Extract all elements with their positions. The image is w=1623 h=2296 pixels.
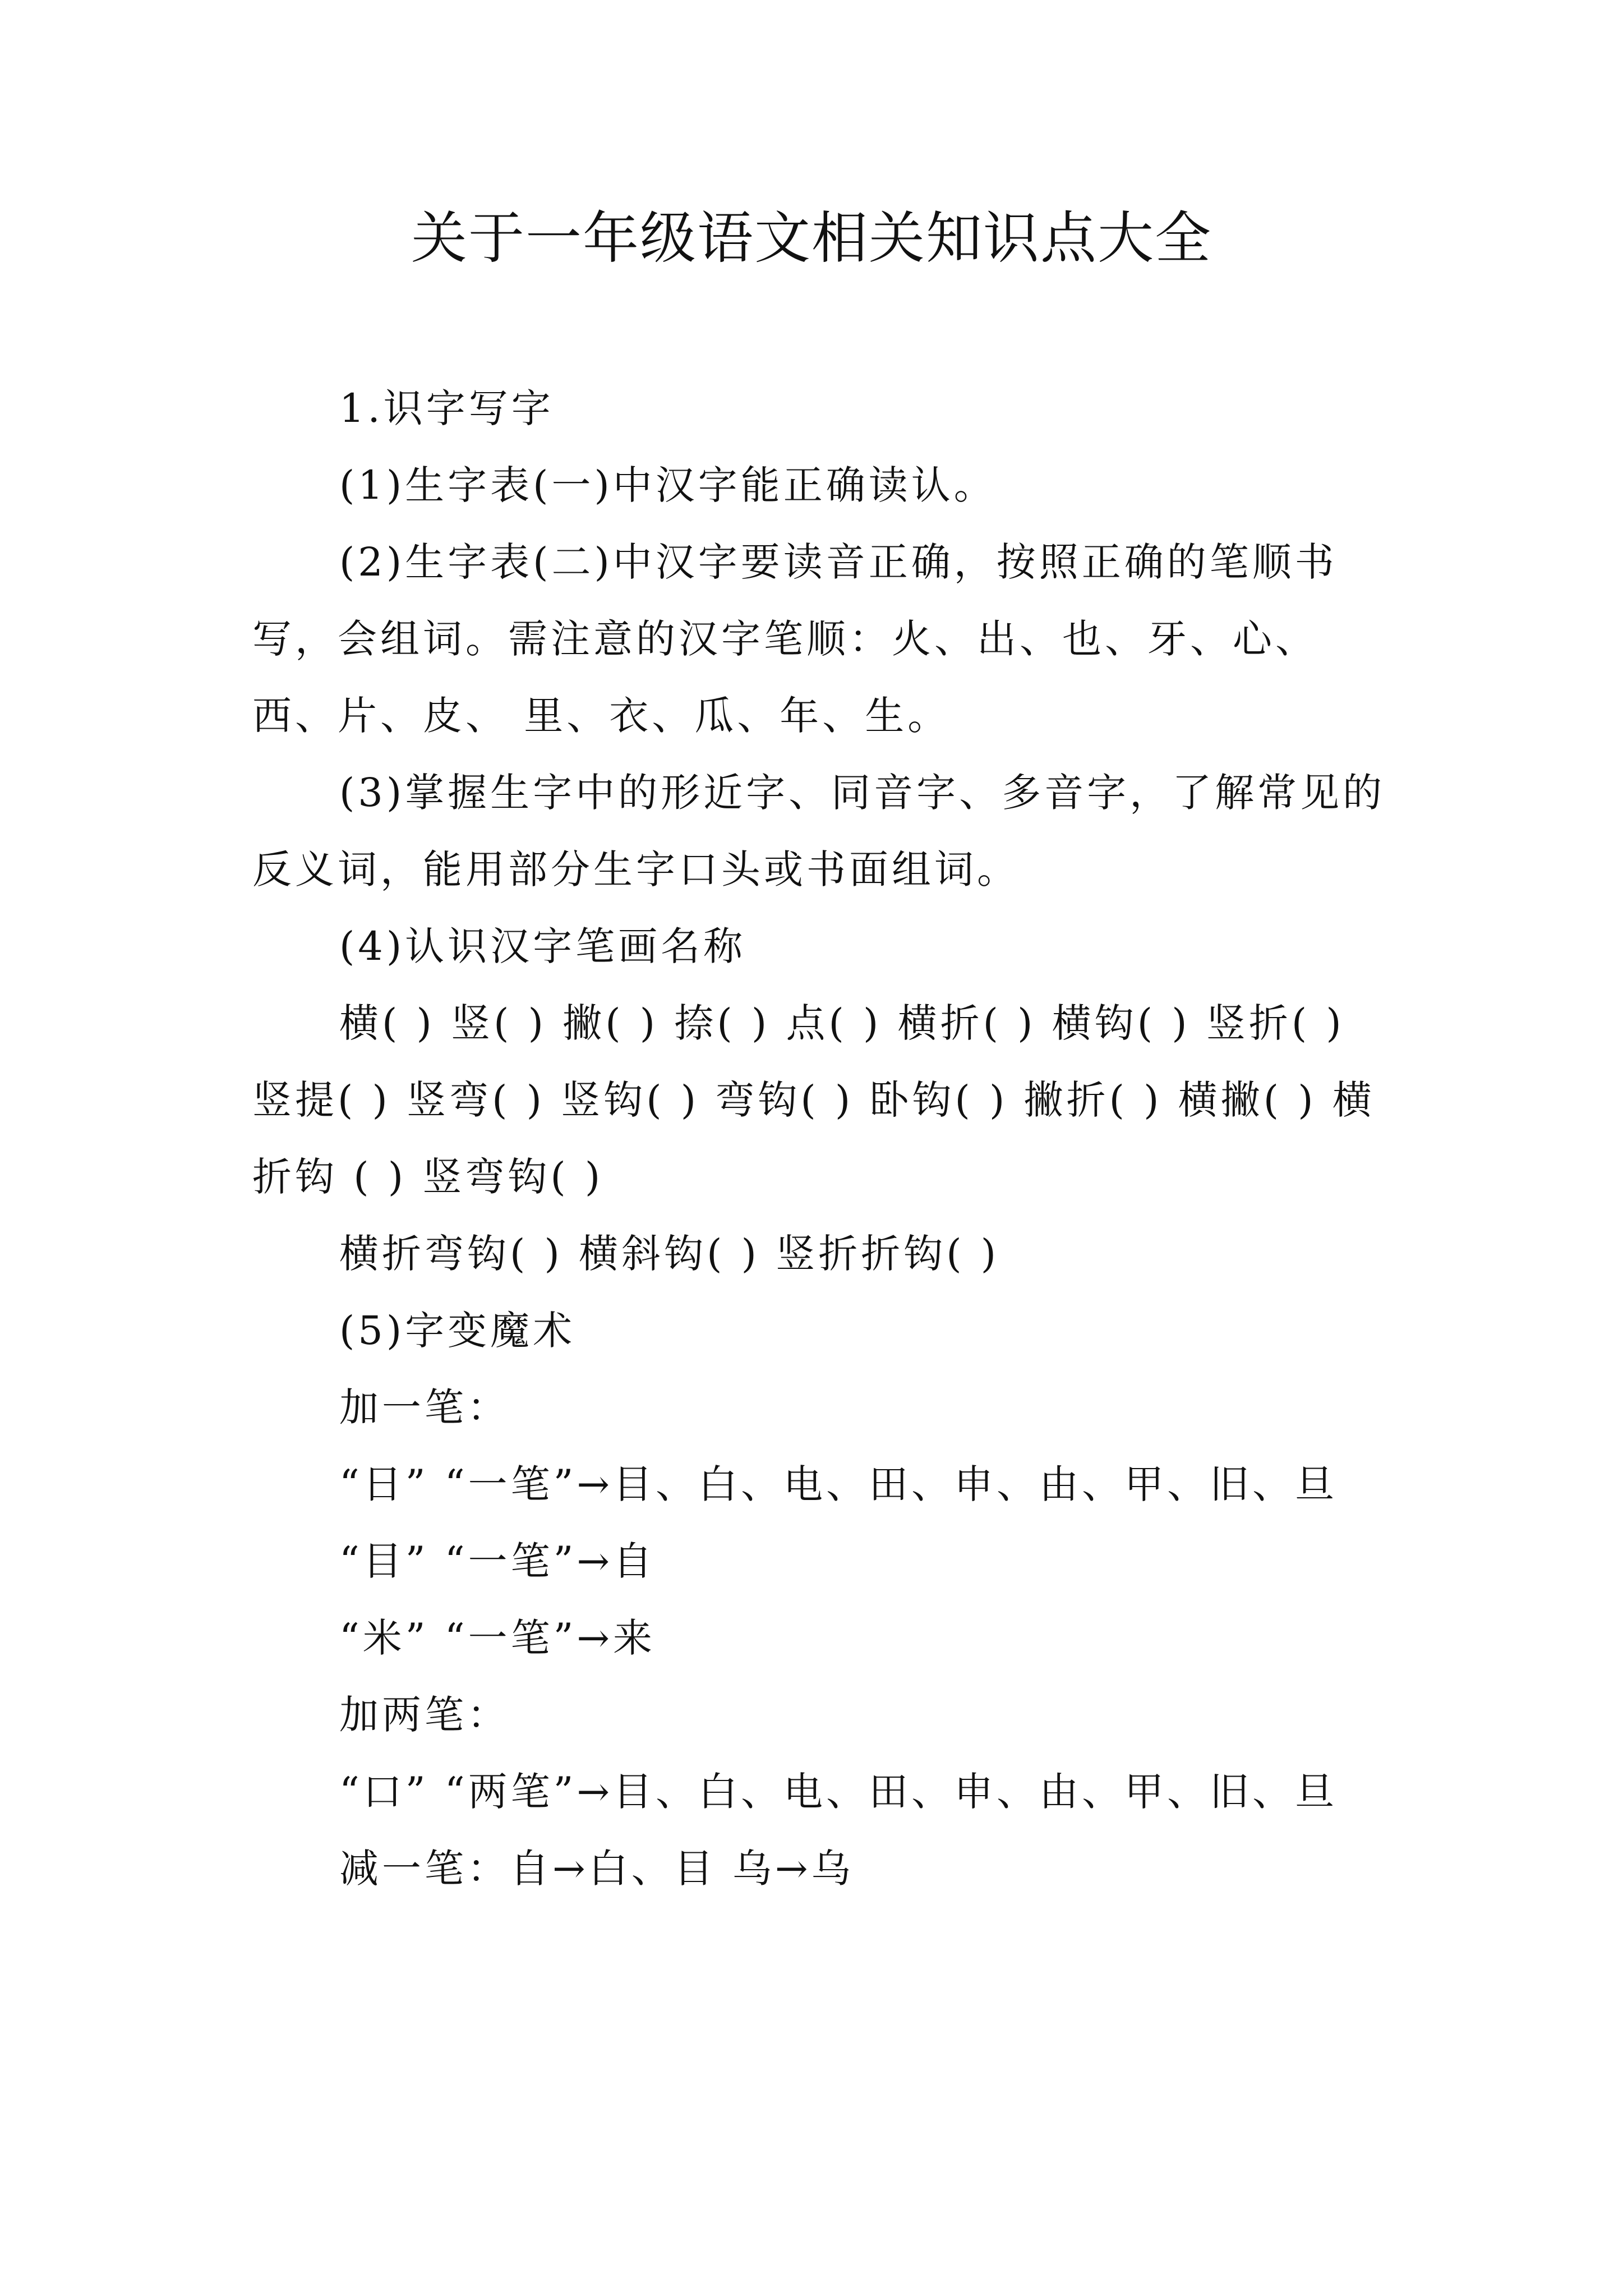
paragraph: (4)认识汉字笔画名称 [339, 923, 746, 969]
paragraph: “目” “一笔”→自 [339, 1538, 656, 1584]
page-title: 关于一年级语文相关知识点大全 [411, 205, 1212, 271]
paragraph: “米” “一笔”→来 [339, 1615, 656, 1661]
paragraph: 减一笔：自→白、目 乌→乌 [339, 1846, 854, 1892]
paragraph: (2)生字表(二)中汉字要读音正确，按照正确的笔顺书写，会组词。需注意的汉字笔顺：火、出、也、牙、心、西、片、皮、 里、衣、瓜、年、生。 [252, 539, 1338, 739]
paragraph: 加两笔： [339, 1692, 510, 1738]
paragraph: 加一笔： [339, 1384, 510, 1430]
document-body [252, 370, 1396, 1907]
paragraph: (5)字变魔术 [339, 1308, 576, 1354]
paragraph: 横( ) 竖( ) 撇( ) 捺( ) 点( ) 横折( ) 横钩( ) 竖折( ) 竖提( ) 竖弯( ) 竖钩( ) 弯钩( ) 卧钩( ) 撇折( ) 横撇( ) 横折钩 ( ) 竖弯钩( ) [252, 1000, 1375, 1200]
paragraph: “日” “一笔”→目、白、电、田、申、由、甲、旧、旦 [339, 1461, 1338, 1507]
paragraph: (3)掌握生字中的形近字、同音字、多音字，了解常见的反义词，能用部分生字口头或书面组词。 [252, 770, 1386, 892]
section-heading: 1.识字写字 [339, 385, 554, 431]
paragraph: (1)生字表(一)中汉字能正确读认。 [339, 462, 997, 508]
paragraph: “口” “两笔”→目、白、电、田、申、由、甲、旧、旦 [339, 1769, 1338, 1815]
paragraph: 横折弯钩( ) 横斜钩( ) 竖折折钩( ) [339, 1231, 1000, 1277]
